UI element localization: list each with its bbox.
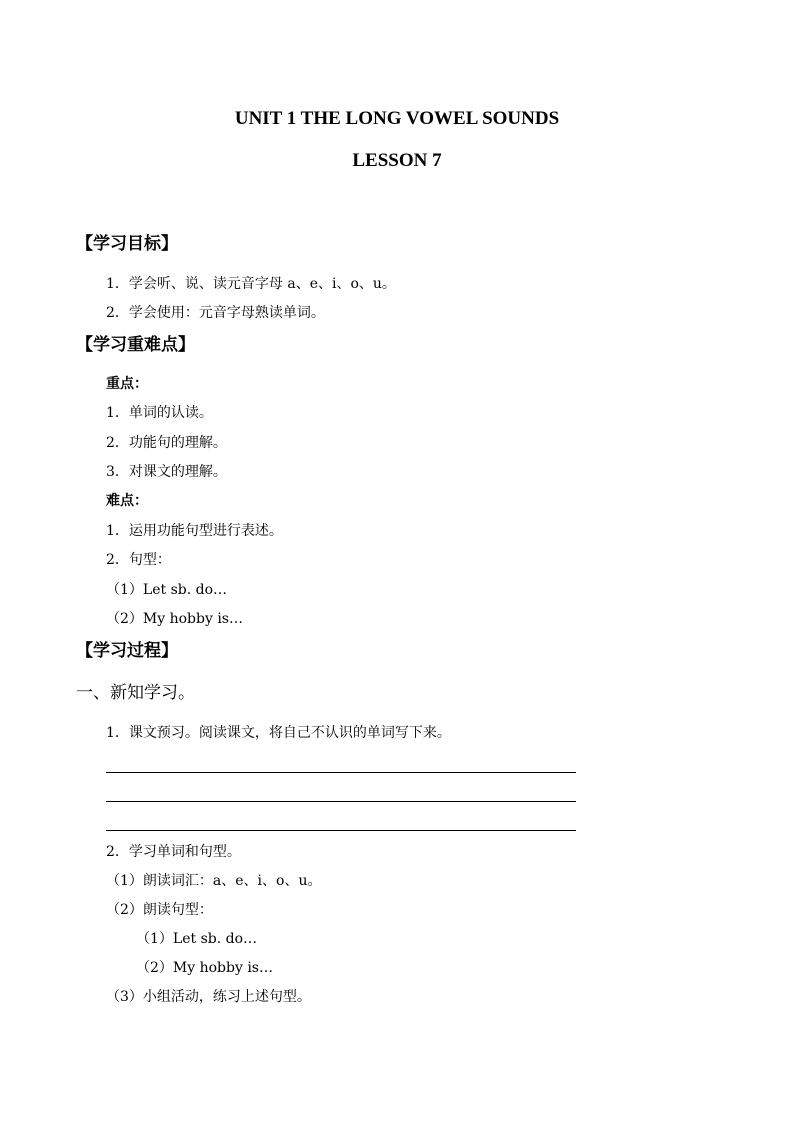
focus-item: 1．单词的认读。 xyxy=(106,405,213,421)
step2-item: （3）小组活动，练习上述句型。 xyxy=(106,989,311,1005)
answer-line xyxy=(106,830,576,831)
part1-title: 一、新知学习。 xyxy=(76,683,195,703)
process-heading: 【学习过程】 xyxy=(76,641,178,661)
focus-label: 重点： xyxy=(106,376,148,392)
objectives-heading: 【学习目标】 xyxy=(76,234,178,254)
difficulty-item: 1．运用功能句型进行表述。 xyxy=(106,523,283,539)
difficulty-item: （1）Let sb. do… xyxy=(106,582,228,598)
step1-text: 1．课文预习。阅读课文，将自己不认识的单词写下来。 xyxy=(106,725,451,741)
step2-item: （1）朗读词汇：a、e、i、o、u。 xyxy=(106,873,322,889)
difficulty-label: 难点： xyxy=(106,493,148,509)
difficulty-item: （2）My hobby is… xyxy=(106,611,243,627)
objective-item: 2．学会使用：元音字母熟读单词。 xyxy=(106,305,325,321)
answer-line xyxy=(106,772,576,773)
lesson-title: LESSON 7 xyxy=(352,150,442,171)
unit-title: UNIT 1 THE LONG VOWEL SOUNDS xyxy=(234,108,560,129)
step2-item: （2）朗读句型： xyxy=(106,902,213,918)
step2-text: 2．学习单词和句型。 xyxy=(106,844,241,860)
answer-line xyxy=(106,801,576,802)
focus-item: 3．对课文的理解。 xyxy=(106,464,227,480)
step2-subitem: （2）My hobby is… xyxy=(136,960,273,976)
objective-item: 1．学会听、说、读元音字母 a、e、i、o、u。 xyxy=(106,276,396,292)
focus-item: 2．功能句的理解。 xyxy=(106,435,227,451)
key-points-heading: 【学习重难点】 xyxy=(76,335,195,355)
step2-subitem: （1）Let sb. do… xyxy=(136,931,258,947)
difficulty-item: 2．句型： xyxy=(106,552,171,568)
